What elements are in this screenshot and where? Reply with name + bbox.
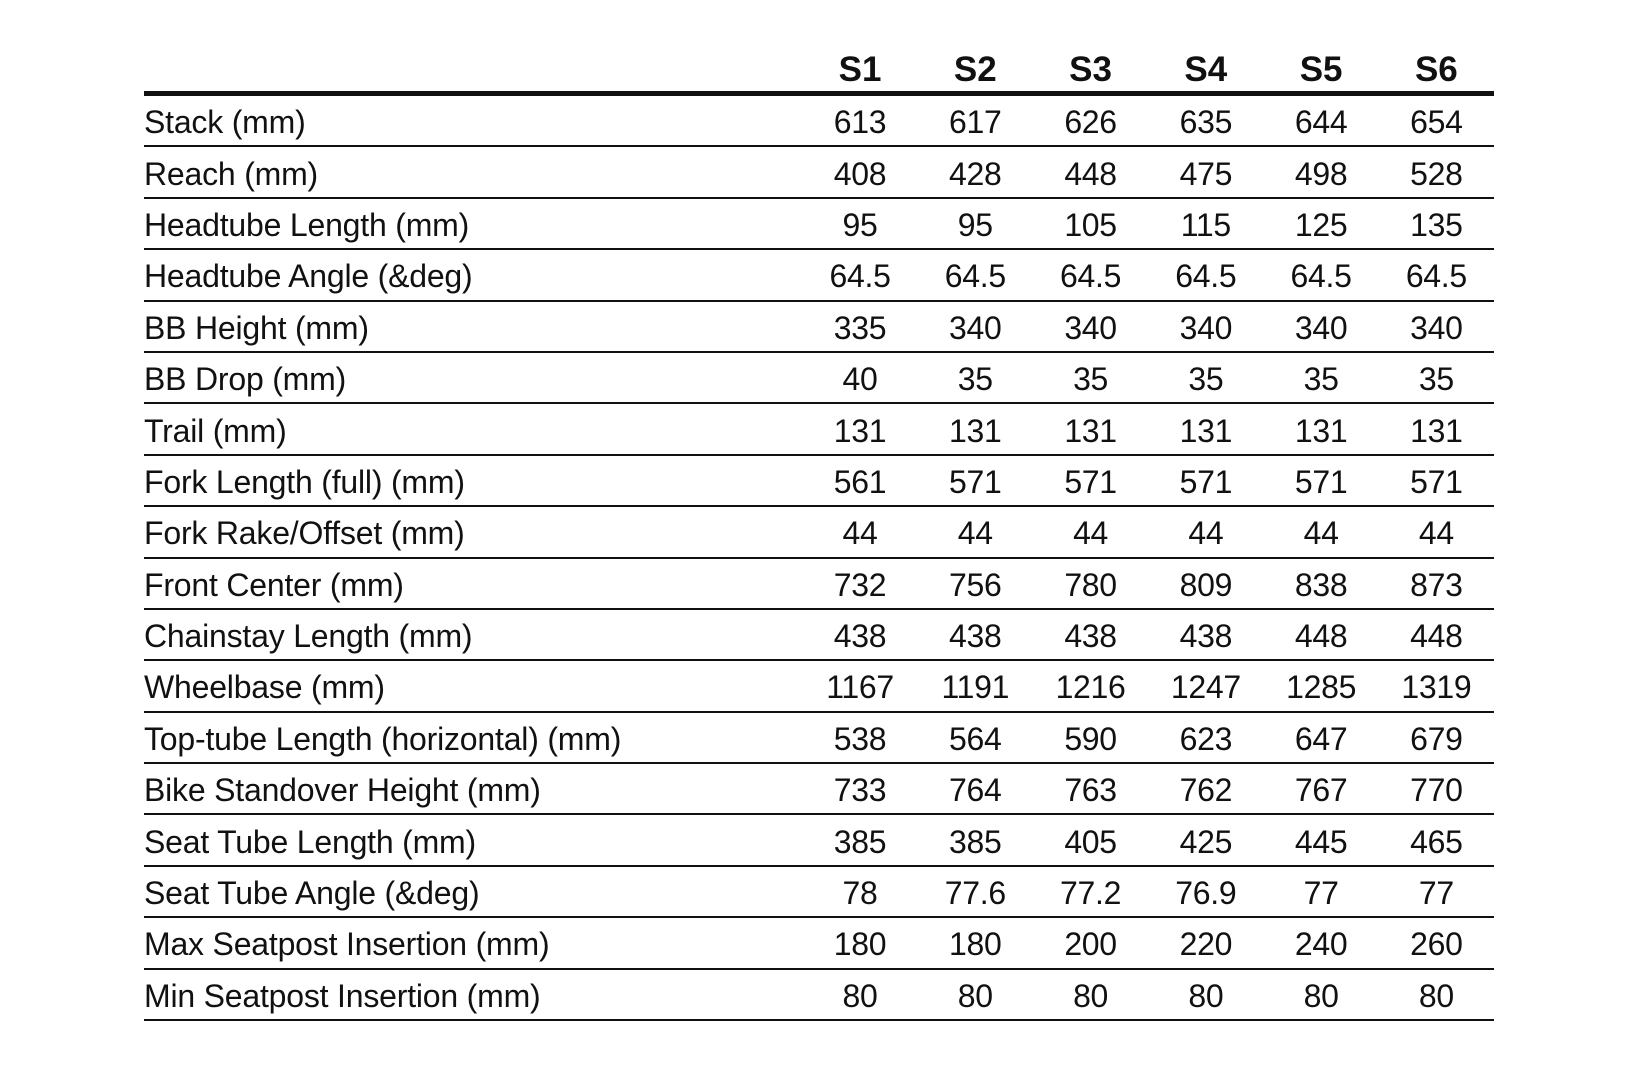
row-label: Top-tube Length (horizontal) (mm) bbox=[144, 720, 622, 757]
value-cell-s4: 44 bbox=[1188, 515, 1224, 552]
table-row bbox=[144, 918, 1494, 969]
value-cell-s4: 340 bbox=[1179, 309, 1233, 346]
value-cell-s3: 80 bbox=[1073, 977, 1109, 1014]
value-cell-s2: 64.5 bbox=[944, 258, 1006, 295]
value-cell-s2: 428 bbox=[949, 155, 1002, 192]
value-cell-s5: 240 bbox=[1294, 926, 1348, 963]
value-cell-s1: 131 bbox=[833, 412, 887, 449]
table-row bbox=[144, 507, 1494, 558]
row-label: Min Seatpost Insertion (mm) bbox=[144, 977, 541, 1014]
value-cell-s3: 340 bbox=[1064, 309, 1117, 346]
row-label: Fork Length (full) (mm) bbox=[144, 463, 465, 500]
size-header-s2: S2 bbox=[953, 50, 997, 89]
value-cell-s2: 756 bbox=[949, 566, 1002, 603]
value-cell-s4: 475 bbox=[1179, 155, 1233, 192]
row-label: Headtube Length (mm) bbox=[144, 206, 470, 243]
value-cell-s2: 44 bbox=[957, 515, 993, 552]
value-cell-s6: 571 bbox=[1410, 463, 1463, 500]
table-row bbox=[144, 970, 1494, 1021]
value-cell-s5: 498 bbox=[1294, 155, 1348, 192]
row-label: Fork Rake/Offset (mm) bbox=[144, 515, 465, 552]
value-cell-s5: 448 bbox=[1294, 618, 1348, 655]
value-cell-s6: 528 bbox=[1410, 155, 1463, 192]
value-cell-s6: 465 bbox=[1410, 823, 1463, 860]
row-label: Seat Tube Angle (&deg) bbox=[144, 875, 480, 912]
table-row bbox=[144, 147, 1494, 198]
value-cell-s3: 780 bbox=[1064, 566, 1117, 603]
table-row bbox=[144, 456, 1494, 507]
row-label: Front Center (mm) bbox=[144, 566, 404, 603]
value-cell-s2: 80 bbox=[957, 977, 993, 1014]
value-cell-s2: 35 bbox=[957, 361, 993, 398]
value-cell-s1: 732 bbox=[833, 566, 887, 603]
value-cell-s5: 644 bbox=[1294, 104, 1348, 141]
value-cell-s3: 105 bbox=[1064, 206, 1117, 243]
table-row bbox=[144, 559, 1494, 610]
value-cell-s1: 408 bbox=[833, 155, 887, 192]
value-cell-s4: 623 bbox=[1179, 720, 1233, 757]
value-cell-s6: 260 bbox=[1410, 926, 1463, 963]
value-cell-s1: 733 bbox=[833, 772, 887, 809]
row-label: Max Seatpost Insertion (mm) bbox=[144, 926, 550, 963]
value-cell-s3: 200 bbox=[1064, 926, 1117, 963]
value-cell-s4: 80 bbox=[1188, 977, 1224, 1014]
value-cell-s5: 131 bbox=[1294, 412, 1348, 449]
value-cell-s3: 44 bbox=[1073, 515, 1109, 552]
value-cell-s2: 340 bbox=[949, 309, 1002, 346]
value-cell-s2: 564 bbox=[949, 720, 1002, 757]
row-label: BB Height (mm) bbox=[144, 309, 369, 346]
value-cell-s4: 35 bbox=[1188, 361, 1224, 398]
value-cell-s2: 764 bbox=[949, 772, 1002, 809]
row-label: Stack (mm) bbox=[144, 104, 306, 141]
value-cell-s1: 385 bbox=[833, 823, 887, 860]
value-cell-s6: 770 bbox=[1410, 772, 1463, 809]
value-cell-s2: 617 bbox=[949, 104, 1002, 141]
value-cell-s6: 35 bbox=[1418, 361, 1454, 398]
value-cell-s4: 220 bbox=[1179, 926, 1233, 963]
value-cell-s1: 78 bbox=[842, 875, 878, 912]
value-cell-s6: 64.5 bbox=[1405, 258, 1467, 295]
value-cell-s1: 180 bbox=[833, 926, 887, 963]
row-label: Chainstay Length (mm) bbox=[144, 618, 473, 655]
value-cell-s6: 448 bbox=[1410, 618, 1463, 655]
value-cell-s3: 438 bbox=[1064, 618, 1117, 655]
value-cell-s3: 131 bbox=[1064, 412, 1117, 449]
value-cell-s5: 64.5 bbox=[1290, 258, 1352, 295]
value-cell-s5: 35 bbox=[1303, 361, 1339, 398]
value-cell-s5: 44 bbox=[1303, 515, 1339, 552]
value-cell-s5: 80 bbox=[1303, 977, 1339, 1014]
value-cell-s4: 115 bbox=[1180, 206, 1231, 243]
value-cell-s2: 180 bbox=[949, 926, 1002, 963]
value-cell-s5: 340 bbox=[1294, 309, 1348, 346]
value-cell-s3: 35 bbox=[1073, 361, 1109, 398]
size-header-s4: S4 bbox=[1184, 50, 1228, 89]
table-row bbox=[144, 199, 1494, 250]
size-header-s5: S5 bbox=[1299, 50, 1343, 89]
value-cell-s2: 1191 bbox=[941, 669, 1010, 706]
table-row bbox=[144, 764, 1494, 815]
size-header-s3: S3 bbox=[1069, 50, 1112, 89]
value-cell-s1: 538 bbox=[833, 720, 887, 757]
value-cell-s1: 335 bbox=[833, 309, 887, 346]
value-cell-s5: 767 bbox=[1294, 772, 1348, 809]
table-body bbox=[144, 96, 1494, 1021]
row-label: BB Drop (mm) bbox=[144, 361, 347, 398]
table-row bbox=[144, 302, 1494, 353]
value-cell-s3: 64.5 bbox=[1060, 258, 1122, 295]
value-cell-s4: 809 bbox=[1179, 566, 1233, 603]
table-row bbox=[144, 815, 1494, 866]
value-cell-s4: 1247 bbox=[1170, 669, 1241, 706]
value-cell-s1: 64.5 bbox=[829, 258, 891, 295]
size-header-s6: S6 bbox=[1414, 50, 1458, 89]
value-cell-s3: 1216 bbox=[1055, 669, 1126, 706]
value-cell-s6: 654 bbox=[1410, 104, 1463, 141]
table-row bbox=[144, 867, 1494, 918]
table-row bbox=[144, 661, 1494, 712]
value-cell-s5: 1285 bbox=[1286, 669, 1357, 706]
value-cell-s4: 438 bbox=[1179, 618, 1233, 655]
row-label: Bike Standover Height (mm) bbox=[144, 772, 541, 809]
value-cell-s3: 590 bbox=[1064, 720, 1117, 757]
row-label: Reach (mm) bbox=[144, 155, 319, 192]
value-cell-s1: 613 bbox=[833, 104, 887, 141]
value-cell-s1: 561 bbox=[833, 463, 887, 500]
table-row bbox=[144, 713, 1494, 764]
value-cell-s6: 135 bbox=[1410, 206, 1463, 243]
value-cell-s2: 77.6 bbox=[944, 875, 1006, 912]
value-cell-s1: 438 bbox=[833, 618, 887, 655]
value-cell-s6: 1319 bbox=[1401, 669, 1472, 706]
value-cell-s4: 571 bbox=[1179, 463, 1233, 500]
value-cell-s3: 571 bbox=[1064, 463, 1117, 500]
value-cell-s1: 80 bbox=[842, 977, 878, 1014]
value-cell-s3: 448 bbox=[1064, 155, 1117, 192]
table-row bbox=[144, 610, 1494, 661]
value-cell-s2: 95 bbox=[957, 206, 993, 243]
geometry-table bbox=[144, 50, 1494, 1021]
value-cell-s1: 40 bbox=[842, 361, 878, 398]
table-row bbox=[144, 353, 1494, 404]
table-row bbox=[144, 404, 1494, 455]
size-header-row bbox=[144, 50, 1494, 96]
value-cell-s3: 77.2 bbox=[1060, 875, 1122, 912]
value-cell-s3: 405 bbox=[1064, 823, 1117, 860]
value-cell-s4: 762 bbox=[1179, 772, 1233, 809]
table-row bbox=[144, 250, 1494, 301]
value-cell-s6: 679 bbox=[1410, 720, 1463, 757]
value-cell-s6: 340 bbox=[1410, 309, 1463, 346]
value-cell-s4: 64.5 bbox=[1175, 258, 1237, 295]
value-cell-s2: 131 bbox=[949, 412, 1002, 449]
value-cell-s4: 76.9 bbox=[1175, 875, 1237, 912]
row-label: Seat Tube Length (mm) bbox=[144, 823, 476, 860]
value-cell-s3: 763 bbox=[1064, 772, 1117, 809]
value-cell-s2: 438 bbox=[949, 618, 1002, 655]
value-cell-s5: 77 bbox=[1303, 875, 1339, 912]
value-cell-s5: 445 bbox=[1294, 823, 1348, 860]
value-cell-s5: 571 bbox=[1294, 463, 1348, 500]
row-label: Trail (mm) bbox=[144, 412, 287, 449]
value-cell-s5: 838 bbox=[1294, 566, 1348, 603]
value-cell-s1: 1167 bbox=[826, 669, 894, 706]
value-cell-s4: 425 bbox=[1179, 823, 1233, 860]
value-cell-s3: 626 bbox=[1064, 104, 1117, 141]
value-cell-s6: 80 bbox=[1418, 977, 1454, 1014]
value-cell-s4: 635 bbox=[1179, 104, 1233, 141]
value-cell-s6: 77 bbox=[1418, 875, 1454, 912]
value-cell-s1: 95 bbox=[842, 206, 878, 243]
value-cell-s5: 125 bbox=[1294, 206, 1348, 243]
row-label: Wheelbase (mm) bbox=[144, 669, 385, 706]
value-cell-s1: 44 bbox=[842, 515, 878, 552]
value-cell-s2: 571 bbox=[949, 463, 1002, 500]
table-row bbox=[144, 96, 1494, 147]
value-cell-s4: 131 bbox=[1179, 412, 1233, 449]
value-cell-s6: 44 bbox=[1418, 515, 1454, 552]
value-cell-s6: 131 bbox=[1410, 412, 1463, 449]
row-label: Headtube Angle (&deg) bbox=[144, 258, 473, 295]
value-cell-s6: 873 bbox=[1410, 566, 1463, 603]
value-cell-s5: 647 bbox=[1294, 720, 1348, 757]
size-header-s1: S1 bbox=[838, 50, 882, 89]
value-cell-s2: 385 bbox=[949, 823, 1002, 860]
